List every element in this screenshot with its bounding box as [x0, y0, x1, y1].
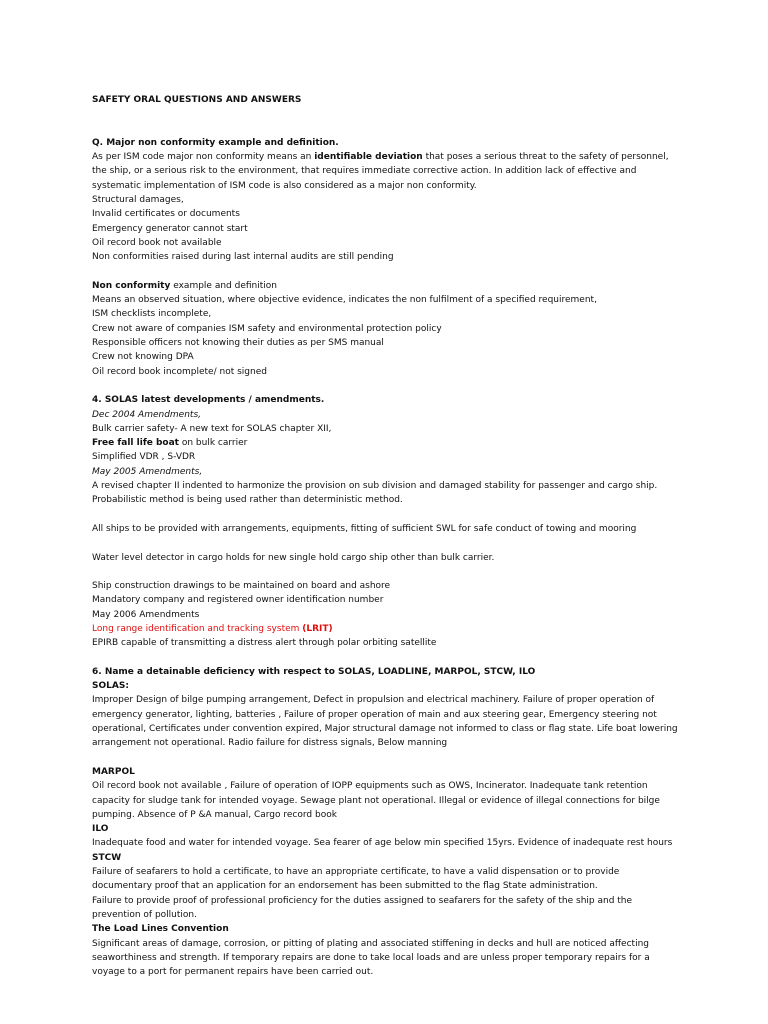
q6-llc-text: Significant areas of damage, corrosion, or pitting of plating and associated stiffening in decks and hull are noticed affecting seaworthiness and strength. If temporary repairs are done to take local loads and are unless proper temporary repairs for a voyage to a port for permanent repairs have been carried out.	[92, 938, 650, 978]
q1-definition	[92, 150, 682, 193]
q1-def-text: As per ISM code major non conformity means an	[92, 152, 315, 163]
q1-example: Structural damages,	[92, 195, 184, 206]
q1-example: Emergency generator cannot start	[92, 223, 248, 234]
q1-def-bold: identifiable deviation	[314, 152, 423, 163]
nc-heading-rest: example and definition	[170, 280, 277, 291]
q6-stcw-text: Failure to provide proof of professional proficiency for the duties assigned to seafarers for the safety of the ship and the prevention of pollution.	[92, 895, 633, 920]
q4-freefall	[92, 436, 682, 450]
q1-heading: Q. Major non conformity example and definition.	[92, 137, 339, 148]
q4-water: Water level detector in cargo holds for new single hold cargo ship other than bulk carrier.	[92, 552, 495, 563]
q4-drawings: Ship construction drawings to be maintained on board and ashore	[92, 581, 391, 592]
q1-example: Oil record book not available	[92, 237, 222, 248]
nc-heading-bold: Non conformity	[92, 280, 171, 291]
q6-marpol-text: Oil record book not available , Failure of operation of IOPP equipments such as OWS, Incinerator. Inadequate tank retention capacity for sludge tank for intended voyage. Sewage plant not operational. Illegal or evidence of illegal connections for bilge pumping. Absence of P &A manual, Cargo record book	[92, 781, 660, 820]
nc-line: Responsible officers not knowing their duties as per SMS manual	[92, 338, 384, 349]
q4-may2005: May 2005 Amendments,	[92, 466, 203, 477]
q4-freefall-rest: on bulk carrier	[178, 438, 248, 449]
nc-line: ISM checklists incomplete,	[92, 309, 212, 320]
q4-heading: 4. SOLAS latest developments / amendments.	[92, 395, 325, 406]
nc-line: Crew not aware of companies ISM safety and environmental protection policy	[92, 323, 442, 334]
q4-lrit-text: Long range identification and tracking system	[92, 623, 303, 634]
q6-marpol-label: MARPOL	[92, 766, 135, 777]
q4-freefall-bold: Free fall life boat	[92, 438, 179, 449]
q6-solas-text: Improper Design of bilge pumping arrangement, Defect in propulsion and electrical machinery. Failure of proper operation of emergency generator, lighting, batteries , Failure of proper operation of main and aux steering gear, Emergency steering not operational, Certificates under convention expired, Major structural damage not informed to class or flag state. Life boat lowering arrangement not operational. Radio failure for distress signals, Below manning	[92, 695, 678, 749]
nc-line: Crew not knowing DPA	[92, 352, 194, 363]
q6-stcw-label: STCW	[92, 852, 122, 863]
q6-stcw-text: Failure of seafarers to hold a certificate, to have an appropriate certificate, to have a valid dispensation or to provide documentary proof that an application for an endorsement has been submitted to the flag State administration.	[92, 867, 620, 892]
q6-solas-label: SOLAS:	[92, 681, 129, 692]
q4-mandatory: Mandatory company and registered owner identification number	[92, 595, 384, 606]
q4-lrit-bold: (LRIT)	[302, 623, 333, 634]
q6-ilo-label: ILO	[92, 824, 109, 835]
q4-revised: A revised chapter II indented to harmonize the provision on sub division and damaged stability for passenger and cargo ship.	[92, 481, 658, 492]
q6-llc-label: The Load Lines Convention	[92, 924, 229, 935]
q6-ilo-text: Inadequate food and water for intended voyage. Sea fearer of age below min specified 15yrs. Evidence of inadequate rest hours	[92, 838, 673, 849]
q4-vdr: Simplified VDR , S-VDR	[92, 452, 196, 463]
q4-may2006: May 2006 Amendments	[92, 609, 200, 620]
nc-line: Oil record book incomplete/ not signed	[92, 366, 267, 377]
q1-example: Invalid certificates or documents	[92, 209, 240, 220]
document-title: SAFETY ORAL QUESTIONS AND ANSWERS	[92, 95, 302, 105]
q4-dec2004: Dec 2004 Amendments,	[92, 409, 202, 420]
nc-line: Means an observed situation, where objective evidence, indicates the non fulfilment of a specified requirement,	[92, 295, 597, 306]
q4-bulk: Bulk carrier safety- A new text for SOLAS chapter XII,	[92, 423, 332, 434]
document-body	[92, 93, 682, 979]
q1-example: Non conformities raised during last internal audits are still pending	[92, 252, 394, 263]
q1-def-text-cont: that poses a serious threat to the safety of personnel, the ship, or a serious risk to the environment, that requires immediate corrective action. In addition lack of effective and systematic implementation of ISM code is also considered as a major non conformity.	[92, 152, 669, 191]
q4-prob: Probabilistic method is being used rather than deterministic method.	[92, 495, 403, 506]
q4-lrit	[92, 622, 682, 636]
q4-epirb: EPIRB capable of transmitting a distress alert through polar orbiting satellite	[92, 638, 437, 649]
nc-heading	[92, 279, 682, 293]
q6-heading: 6. Name a detainable deficiency with respect to SOLAS, LOADLINE, MARPOL, STCW, ILO	[92, 666, 536, 677]
q4-towing: All ships to be provided with arrangements, equipments, fitting of sufficient SWL for safe conduct of towing and mooring	[92, 523, 637, 534]
